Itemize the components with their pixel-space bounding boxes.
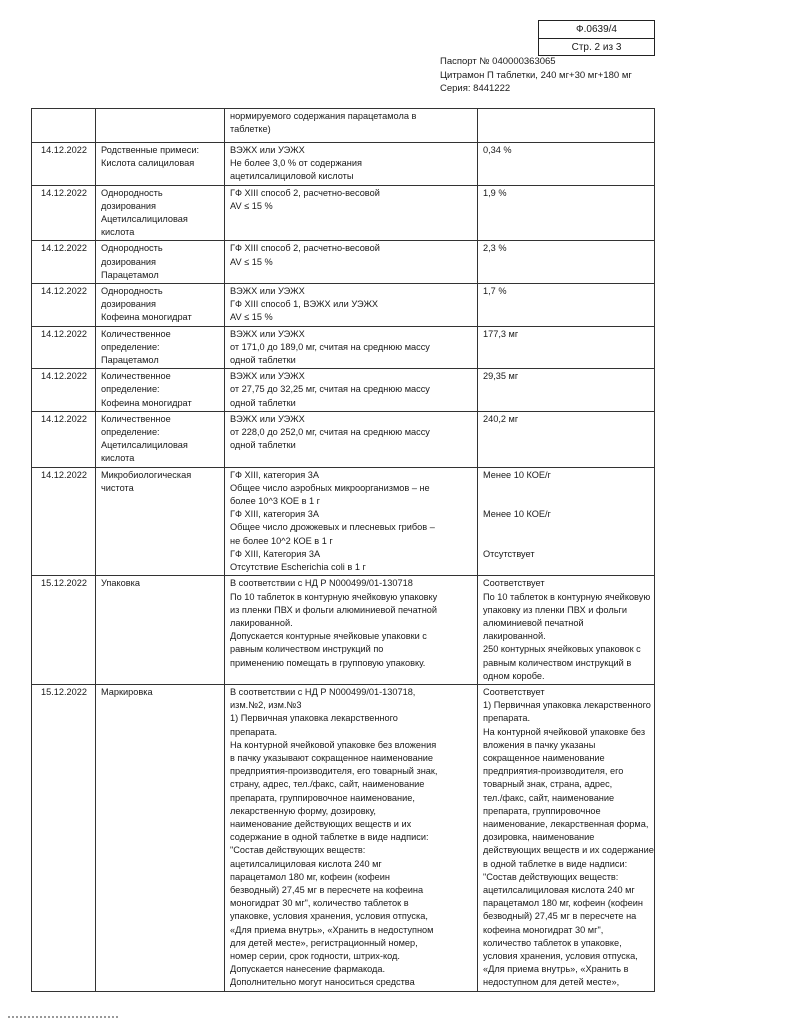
table-row	[32, 576, 655, 685]
table-row	[32, 109, 655, 143]
series-number: Серия: 8441222	[440, 83, 511, 94]
test-name-cell	[96, 576, 225, 685]
test-result-line: 0,34 %	[483, 145, 512, 155]
test-date-cell	[32, 684, 96, 991]
test-method-line: ГФ XIII, категория 3А	[230, 509, 320, 520]
test-method-line: AV ≤ 15 %	[230, 312, 273, 323]
test-date-cell	[32, 109, 96, 143]
test-result-cell	[478, 684, 655, 991]
test-method-line: моногидрат 30 мг", количество таблеток в	[230, 898, 409, 909]
test-method-line: ГФ XIII способ 1, ВЭЖХ или УЭЖХ	[230, 299, 379, 310]
test-method-line: «Для приема внутрь», «Хранить в недоступном	[230, 924, 434, 935]
test-name-line: Однородность	[101, 286, 163, 297]
test-method-cell	[225, 411, 478, 467]
test-result-line: алюминиевой печатной	[483, 617, 584, 628]
test-name-cell	[96, 185, 225, 241]
test-result-line: парацетамол 180 мг, кофеин (кофеин	[483, 898, 643, 909]
product-name: Цитрамон П таблетки, 240 мг+30 мг+180 мг	[440, 69, 632, 81]
test-result-line: ацетилсалициловая кислота 240 мг	[483, 884, 635, 895]
test-result-line: предприятия-производителя, его	[483, 766, 624, 777]
test-date-cell	[32, 185, 96, 241]
page-number: Стр. 2 из 3	[571, 42, 622, 53]
test-result-line: 2,3 %	[483, 243, 507, 254]
test-method-cell	[225, 326, 478, 369]
test-method-line: упаковке, условия хранения, условия отпуска,	[230, 911, 428, 922]
test-name-line: определение:	[101, 341, 160, 352]
test-name-line: Количественное	[101, 328, 171, 339]
test-date-cell	[32, 467, 96, 576]
test-result-line: 1,7 %	[483, 286, 507, 297]
test-name-line: чистота	[101, 482, 134, 493]
test-result-line: кофеина моногидрат 30 мг",	[483, 924, 604, 935]
test-result-line: Соответствует	[483, 578, 545, 589]
test-method-line: препарата.	[230, 726, 278, 737]
test-name-cell	[96, 284, 225, 327]
test-method-line: в пачку указывают сокращенное наименование	[230, 752, 434, 763]
test-result-line: Менее 10 КОЕ/г	[483, 469, 551, 480]
table-row	[32, 326, 655, 369]
test-date: 14.12.2022	[41, 413, 87, 424]
table-row	[32, 241, 655, 284]
scan-artifact-dots	[8, 1016, 118, 1021]
test-result-line: 1,9 %	[483, 187, 507, 198]
form-code-box	[538, 20, 655, 56]
blank-line	[483, 495, 650, 508]
test-name-cell	[96, 109, 225, 143]
test-method-line: лакированной.	[230, 617, 293, 628]
test-method-line: содержание в одной таблетке в виде надписи:	[230, 832, 429, 843]
test-date: 14.12.2022	[41, 469, 87, 480]
test-result-line: сокращенное наименование	[483, 752, 605, 763]
test-method-cell	[225, 576, 478, 685]
test-result-cell	[478, 576, 655, 685]
test-method-cell	[225, 185, 478, 241]
test-result-line: равным количеством инструкций в	[483, 657, 632, 668]
test-method-line: одной таблетки	[230, 397, 296, 408]
test-name-cell	[96, 467, 225, 576]
test-result-line: действующих веществ и их содержание	[483, 845, 654, 856]
test-method-line: ацетилсалициловой кислоты	[230, 171, 354, 182]
test-method-line: лекарственную форму, дозировку,	[230, 805, 376, 816]
test-result-cell	[478, 109, 655, 143]
test-date: 15.12.2022	[41, 578, 87, 589]
test-method-cell	[225, 467, 478, 576]
test-result-cell	[478, 326, 655, 369]
test-method-cell	[225, 369, 478, 412]
test-result-line: лакированной.	[483, 631, 546, 642]
test-name-line: кислота	[101, 453, 135, 464]
test-method-line: ВЭЖХ или УЭЖХ	[230, 145, 305, 155]
form-code: Ф.0639/4	[539, 21, 654, 39]
test-method-line: из пленки ПВХ и фольги алюминиевой печатной	[230, 604, 438, 615]
test-date: 14.12.2022	[41, 243, 87, 254]
test-name-line: Микробиологическая	[101, 469, 192, 480]
test-method-line: наименование действующих веществ и их	[230, 818, 412, 829]
test-date-cell	[32, 369, 96, 412]
test-name-cell	[96, 241, 225, 284]
test-method-line: парацетамол 180 мг, кофеин (кофеин	[230, 871, 390, 882]
test-name-line: дозирования	[101, 256, 156, 267]
blank-line	[483, 521, 650, 534]
table-row	[32, 143, 655, 186]
table-row	[32, 684, 655, 991]
test-name-line: Упаковка	[101, 578, 140, 589]
test-method-line: ГФ XIII, категория 3А	[230, 469, 320, 480]
passport-header	[440, 55, 632, 96]
test-result-line: "Состав действующих веществ:	[483, 871, 619, 882]
test-result-line: условия хранения, условия отпуска,	[483, 950, 638, 961]
test-name-line: Количественное	[101, 371, 171, 382]
test-result-line: вложения в пачку указаны	[483, 739, 596, 750]
test-result-line: безводный) 27,45 мг в пересчете на	[483, 911, 637, 922]
test-date-cell	[32, 411, 96, 467]
test-result-cell	[478, 369, 655, 412]
test-result-line: препарата, группировочное	[483, 805, 601, 816]
test-method-line: ВЭЖХ или УЭЖХ	[230, 328, 305, 339]
test-name-line: дозирования	[101, 299, 156, 310]
test-method-line: нормируемого содержания парацетамола в	[230, 111, 417, 121]
test-method-cell	[225, 241, 478, 284]
test-result-line: 240,2 мг	[483, 413, 519, 424]
test-result-line: товарный знак, страна, адрес,	[483, 779, 613, 790]
test-result-line: упаковку из пленки ПВХ и фольги	[483, 604, 627, 615]
test-method-line: На контурной ячейковой упаковке без вложения	[230, 739, 437, 750]
table-row	[32, 467, 655, 576]
test-name-line: Кофеина моногидрат	[101, 397, 192, 408]
test-result-cell	[478, 284, 655, 327]
test-method-line: применению помещать в групповую упаковку.	[230, 657, 426, 668]
test-method-line: 1) Первичная упаковка лекарственного	[230, 713, 398, 724]
test-date: 14.12.2022	[41, 328, 87, 339]
test-result-line: Менее 10 КОЕ/г	[483, 509, 551, 520]
test-date-cell	[32, 284, 96, 327]
test-name-cell	[96, 369, 225, 412]
test-method-line: ВЭЖХ или УЭЖХ	[230, 371, 305, 382]
test-result-cell	[478, 467, 655, 576]
test-name-cell	[96, 326, 225, 369]
test-result-line: недоступном для детей месте»,	[483, 977, 620, 988]
test-result-line: количество таблеток в упаковке,	[483, 937, 622, 948]
test-method-line: предприятия-производителя, его товарный знак,	[230, 766, 438, 777]
test-method-line: более 10^3 КОЕ в 1 г	[230, 496, 321, 507]
test-name-line: Ацетилсалициловая	[101, 440, 188, 451]
test-date-cell	[32, 326, 96, 369]
test-method-line: Общее число аэробных микроорганизмов – не	[230, 482, 430, 493]
table-body	[32, 109, 655, 992]
test-result-line: На контурной ячейковой упаковке без	[483, 726, 646, 737]
test-method-line: от 171,0 до 189,0 мг, считая на среднюю массу	[230, 341, 430, 352]
test-result-line: «Для приема внутрь», «Хранить в	[483, 964, 629, 975]
test-method-line: от 27,75 до 32,25 мг, считая на среднюю массу	[230, 384, 430, 395]
test-result-cell	[478, 185, 655, 241]
test-method-line: безводный) 27,45 мг в пересчете на кофеина	[230, 884, 424, 895]
test-method-cell	[225, 109, 478, 143]
test-method-line: По 10 таблеток в контурную ячейковую упаковку	[230, 591, 438, 602]
test-method-line: "Состав действующих веществ:	[230, 845, 366, 856]
test-method-line: для детей месте», регистрационный номер,	[230, 937, 418, 948]
test-method-cell	[225, 284, 478, 327]
test-result-cell	[478, 241, 655, 284]
test-result-line: тел./факс, сайт, наименование	[483, 792, 615, 803]
test-method-line: ВЭЖХ или УЭЖХ	[230, 286, 305, 297]
test-result-line: 250 контурных ячейковых упаковок с	[483, 644, 641, 655]
test-name-line: Однородность	[101, 187, 163, 198]
test-method-line: номер серии, срок годности, штрих-код.	[230, 950, 400, 961]
test-name-line: Родственные примеси:	[101, 145, 200, 155]
test-name-line: Однородность	[101, 243, 163, 254]
test-name-line: определение:	[101, 427, 160, 438]
test-date: 14.12.2022	[41, 286, 87, 297]
test-result-cell	[478, 143, 655, 186]
test-name-line: Количественное	[101, 413, 171, 424]
test-method-line: AV ≤ 15 %	[230, 200, 273, 211]
test-method-line: В соответствии с НД Р N000499/01-130718	[230, 578, 413, 589]
test-method-line: Общее число дрожжевых и плесневых грибов –	[230, 522, 435, 533]
test-method-line: изм.№2, изм.№3	[230, 700, 302, 711]
table-row	[32, 185, 655, 241]
test-method-line: ГФ XIII способ 2, расчетно-весовой	[230, 187, 380, 198]
test-date: 14.12.2022	[41, 187, 87, 198]
test-results-table	[31, 108, 655, 992]
test-date-cell	[32, 241, 96, 284]
test-result-line: 1) Первичная упаковка лекарственного	[483, 700, 651, 711]
test-name-cell	[96, 143, 225, 186]
test-name-line: кислота	[101, 227, 135, 238]
table-row	[32, 369, 655, 412]
test-method-line: ГФ XIII способ 2, расчетно-весовой	[230, 243, 380, 254]
test-name-line: определение:	[101, 384, 160, 395]
test-date-cell	[32, 576, 96, 685]
test-method-cell	[225, 143, 478, 186]
test-method-line: Допускается контурные ячейковые упаковки с	[230, 631, 427, 642]
test-method-line: одной таблетки	[230, 355, 296, 366]
test-method-line: Допускается нанесение фармакода.	[230, 964, 386, 975]
test-name-line: Парацетамол	[101, 269, 159, 280]
test-method-line: равным количеством инструкций по	[230, 644, 384, 655]
test-name-cell	[96, 684, 225, 991]
test-name-line: Парацетамол	[101, 355, 159, 366]
test-date: 15.12.2022	[41, 686, 87, 697]
test-result-line: одном коробе.	[483, 670, 545, 681]
test-method-line: Отсутствие Escherichia coli в 1 г	[230, 562, 366, 573]
test-method-line: Дополнительно могут наноситься средства	[230, 977, 415, 988]
test-result-line: наименование, лекарственная форма,	[483, 818, 649, 829]
test-name-line: Кислота салициловая	[101, 158, 195, 169]
test-name-line: Маркировка	[101, 686, 153, 697]
test-method-line: Не более 3,0 % от содержания	[230, 158, 362, 169]
table-row	[32, 411, 655, 467]
blank-line	[483, 482, 650, 495]
test-date: 14.12.2022	[41, 371, 87, 382]
test-result-line: в одной таблетке в виде надписи:	[483, 858, 628, 869]
test-result-cell	[478, 411, 655, 467]
passport-number: Паспорт № 040000363065	[440, 56, 556, 67]
test-result-line: 29,35 мг	[483, 371, 519, 382]
test-result-line: Отсутствует	[483, 548, 535, 559]
test-date-cell	[32, 143, 96, 186]
table-row	[32, 284, 655, 327]
test-method-line: В соответствии с НД Р N000499/01-130718,	[230, 686, 416, 697]
test-method-line: ацетилсалициловая кислота 240 мг	[230, 858, 382, 869]
test-method-line: ВЭЖХ или УЭЖХ	[230, 413, 305, 424]
test-method-line: препарата, группировочное наименование,	[230, 792, 415, 803]
test-name-line: Ацетилсалициловая	[101, 214, 188, 225]
test-date: 14.12.2022	[41, 145, 87, 155]
test-result-line: дозировка, наименование	[483, 832, 595, 843]
test-method-line: не более 10^2 КОЕ в 1 г	[230, 535, 333, 546]
test-method-line: AV ≤ 15 %	[230, 256, 273, 267]
test-method-cell	[225, 684, 478, 991]
test-name-cell	[96, 411, 225, 467]
test-result-line: По 10 таблеток в контурную ячейковую	[483, 591, 651, 602]
test-method-line: страну, адрес, тел./факс, сайт, наименование	[230, 779, 425, 790]
test-result-line: 177,3 мг	[483, 328, 519, 339]
test-result-line: препарата.	[483, 713, 531, 724]
test-result-line: Соответствует	[483, 686, 545, 697]
test-method-line: от 228,0 до 252,0 мг, считая на среднюю массу	[230, 427, 430, 438]
blank-line	[483, 535, 650, 548]
test-method-line: ГФ XIII, Категория 3А	[230, 548, 321, 559]
test-name-line: дозирования	[101, 200, 156, 211]
test-name-line: Кофеина моногидрат	[101, 312, 192, 323]
test-method-line: одной таблетки	[230, 440, 296, 451]
test-method-line: таблетке)	[230, 124, 271, 135]
